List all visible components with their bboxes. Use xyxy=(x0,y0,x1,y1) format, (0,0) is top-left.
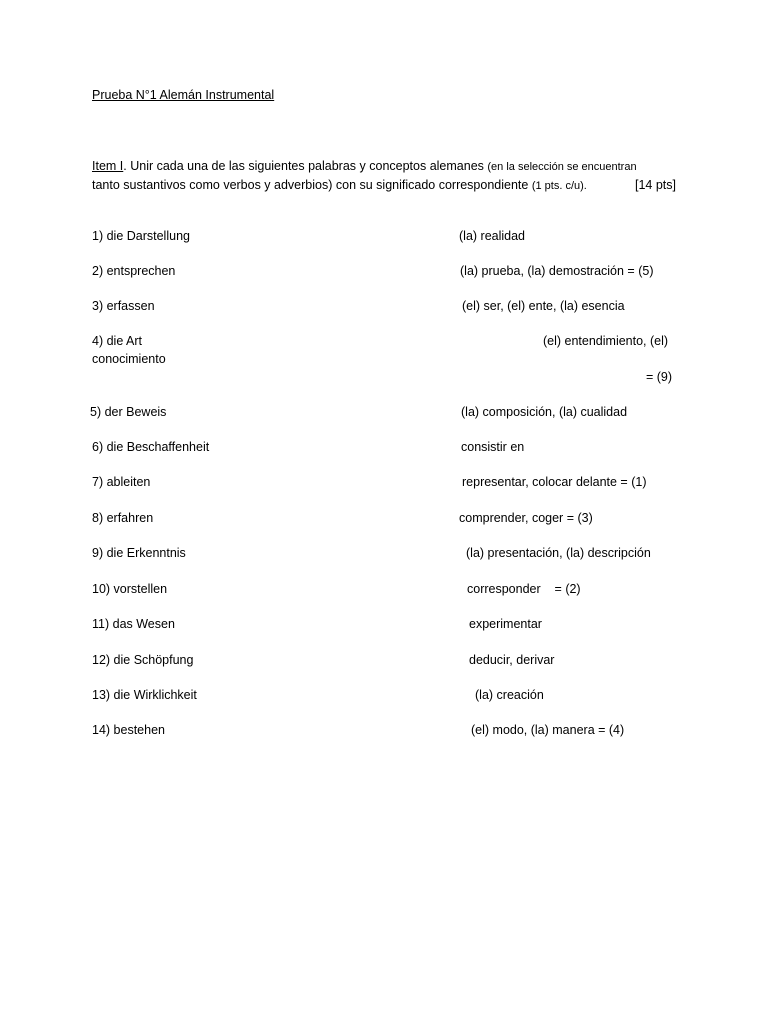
spanish-meaning-13: (la) creación xyxy=(475,688,544,702)
german-term-3: 3) erfassen xyxy=(92,299,155,313)
german-term-12: 12) die Schöpfung xyxy=(92,653,194,667)
points-total: [14 pts] xyxy=(635,178,676,192)
spanish-meaning-9: (la) presentación, (la) descripción xyxy=(466,546,651,560)
spanish-meaning-1: (la) realidad xyxy=(459,229,526,243)
instruction-text-2: tanto sustantivos como verbos y adverbios) con su significado correspondiente xyxy=(92,178,532,192)
wrapped-meaning-continuation: conocimiento xyxy=(92,352,166,366)
spanish-meaning-3: (el) ser, (el) ente, (la) esencia xyxy=(462,299,625,313)
german-term-6: 6) die Beschaffenheit xyxy=(92,440,210,454)
instruction-paren-2: (1 pts. c/u). xyxy=(531,180,587,192)
german-term-5: 5) der Beweis xyxy=(90,405,167,419)
spanish-meaning-14: (el) modo, (la) manera = (4) xyxy=(471,723,625,737)
spanish-meaning-10: corresponder = (2) xyxy=(467,582,581,596)
german-term-2: 2) entsprechen xyxy=(92,264,176,278)
german-term-7: 7) ableiten xyxy=(92,475,151,489)
german-term-4: 4) die Art xyxy=(92,334,143,348)
german-term-14: 14) bestehen xyxy=(92,723,165,737)
spanish-meaning-7: representar, colocar delante = (1) xyxy=(462,475,647,489)
spanish-meaning-4: (el) entendimiento, (el) xyxy=(543,334,669,348)
spanish-meaning-11: experimentar xyxy=(469,617,542,631)
german-term-13: 13) die Wirklichkeit xyxy=(92,688,197,702)
wrapped-meaning-answer: = (9) xyxy=(646,370,673,384)
page-title: Prueba N°1 Alemán Instrumental xyxy=(92,88,275,102)
german-term-8: 8) erfahren xyxy=(92,511,154,525)
german-term-9: 9) die Erkenntnis xyxy=(92,546,186,560)
spanish-meaning-5: (la) composición, (la) cualidad xyxy=(461,405,628,419)
german-term-1: 1) die Darstellung xyxy=(92,229,190,243)
instruction-paren-1: (en la selección se encuentran xyxy=(487,161,637,173)
spanish-meaning-12: deducir, derivar xyxy=(469,653,555,667)
instruction-text-1: . Unir cada una de las siguientes palabras y conceptos alemanes xyxy=(123,159,488,173)
spanish-meaning-2: (la) prueba, (la) demostración = (5) xyxy=(460,264,654,278)
german-term-11: 11) das Wesen xyxy=(92,617,175,631)
german-term-10: 10) vorstellen xyxy=(92,582,168,596)
item-label: Item I xyxy=(92,159,124,173)
spanish-meaning-6: consistir en xyxy=(461,440,525,454)
spanish-meaning-8: comprender, coger = (3) xyxy=(459,511,593,525)
item-instructions xyxy=(92,157,676,195)
